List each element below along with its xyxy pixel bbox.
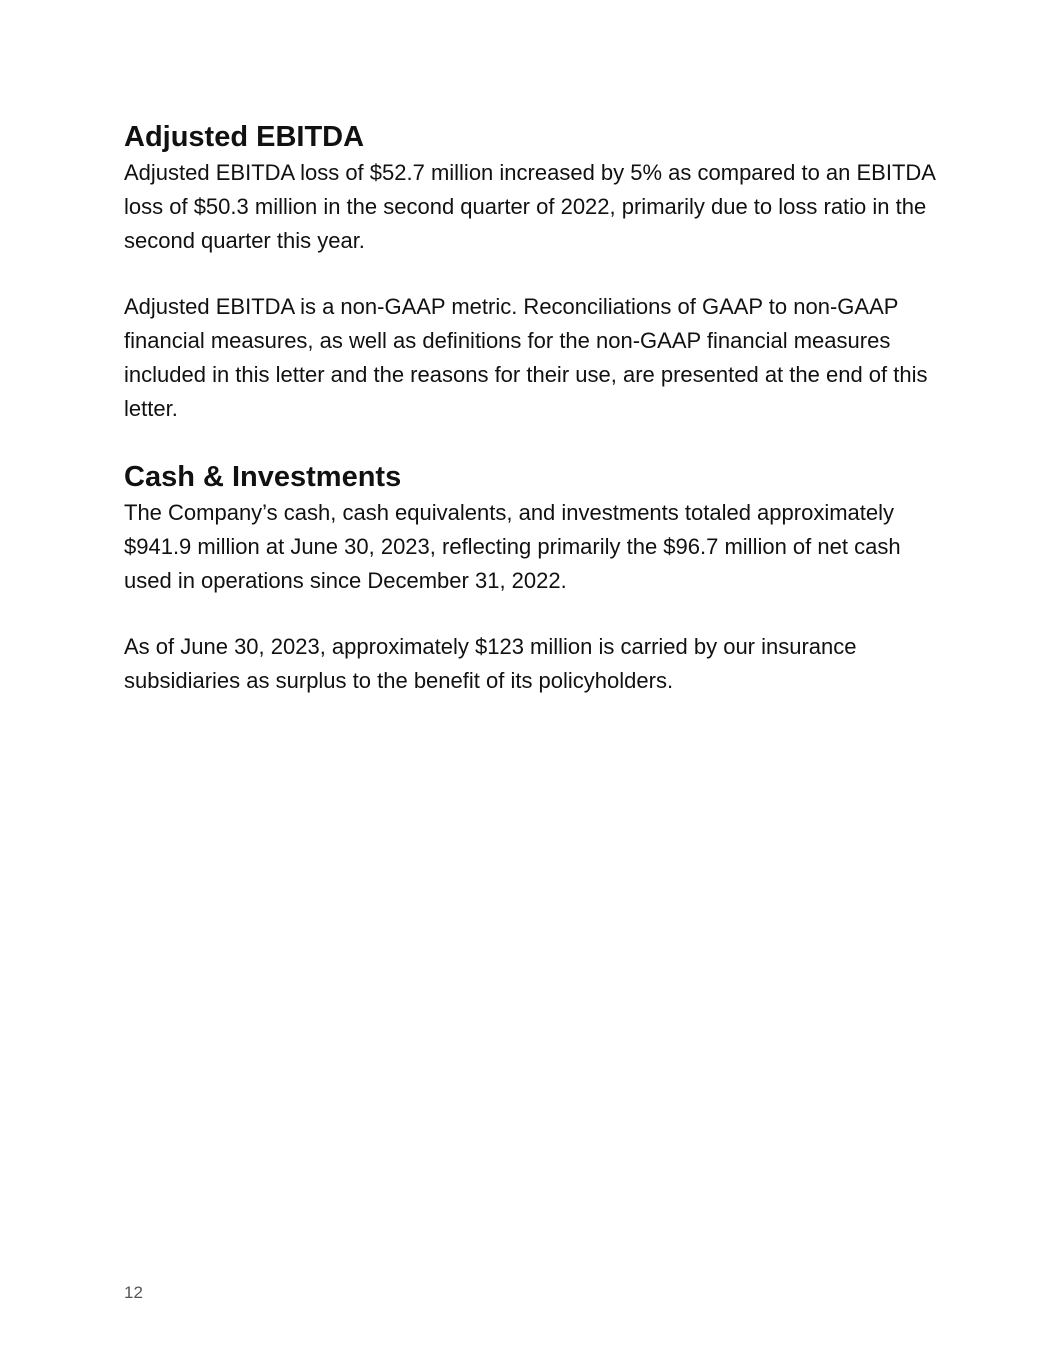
section-heading: Cash & Investments <box>124 461 402 493</box>
section-adjusted-ebitda <box>124 118 944 426</box>
page-number: 12 <box>124 1283 143 1302</box>
section-heading: Adjusted EBITDA <box>124 121 365 153</box>
paragraph: Adjusted EBITDA is a non-GAAP metric. Reconciliations of GAAP to non-GAAP financial measures, as well as definitions for the non-GAAP financial measures included in this letter and the reasons for their use, are presented at the end of this letter. <box>124 294 928 421</box>
section-cash-investments <box>124 458 944 698</box>
paragraph: Adjusted EBITDA loss of $52.7 million increased by 5% as compared to an EBITDA loss of $50.3 million in the second quarter of 2022, primarily due to loss ratio in the second quarter this year. <box>124 160 935 253</box>
page-content <box>124 118 944 698</box>
paragraph: The Company’s cash, cash equivalents, and investments totaled approximately $941.9 million at June 30, 2023, reflecting primarily the $96.7 million of net cash used in operations since December 31, 2022. <box>124 500 901 593</box>
paragraph: As of June 30, 2023, approximately $123 million is carried by our insurance subsidiaries as surplus to the benefit of its policyholders. <box>124 634 857 693</box>
